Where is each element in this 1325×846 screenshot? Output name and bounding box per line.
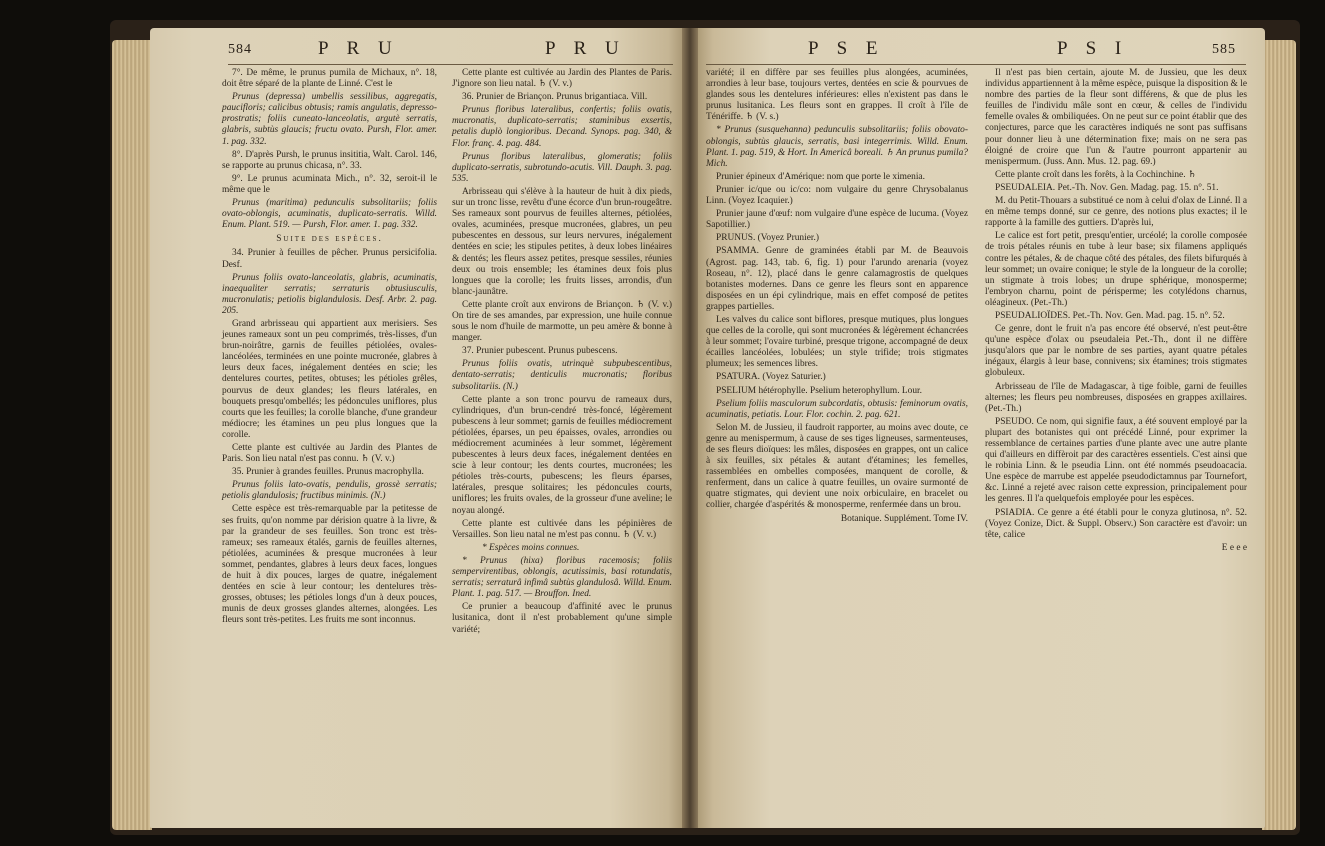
paragraph: Ce prunier a beaucoup d'affinité avec le prunus lusitanica, dont il n'est probablement qu'une simple variété; <box>452 602 672 635</box>
paragraph: Suite des espèces. <box>276 234 383 245</box>
paragraph: Arbrisseau de l'île de Madagascar, à tige foible, garni de feuilles alternes; les fleurs peu nombreuses, disposées en grappes axillaires. (Pet.-Th.) <box>985 381 1247 414</box>
right-page-column-2 <box>985 68 1247 556</box>
paragraph: Arbrisseau qui s'élève à la hauteur de huit à dix pieds, sur un tronc lisse, revêtu d'une écorce d'un brun-rougeâtre. Ses rameaux sont pourvus de feuilles alternes, pétiolées, ovales, acuminées, presque mucronées, glabres, un peu pubescentes en dessous, sur leurs nervures, inégalement dentées en scie; les stipules petites, à deux lobes linéaires & dentés; les fleurs assez petites, presque sessiles, réunies deux ou trois ensemble; les étamines deux fois plus longues que la corolle; les fruits lisses, arrondis, d'un blanc-jaunâtre. <box>452 186 672 297</box>
paragraph: PSELIUM hétérophylle. Pselium heterophyllum. Lour. <box>716 385 922 396</box>
left-header-rule <box>228 64 673 65</box>
paragraph: 8°. D'après Pursh, le prunus insititia, Walt. Carol. 146, se rapporte au prunus chicasa, n°. 33. <box>222 149 437 171</box>
paragraph: Le calice est fort petit, presqu'entier, urcéolé; la corolle composée de trois pétales réunis en tube à leur base; six filamens appliqués contre les pétales, & de chaque côté des pétales, des filets bifurqués à leur sommet; un ovaire conique; le style de la longueur de la corolle; un stigmate à trois lobes; un drupe sphérique, monosperme; l'embryon charnu, point de périsperme; les cotylédons charnus, oléagineux. (Pet.-Th.) <box>985 231 1247 308</box>
right-page-number: 585 <box>1212 42 1236 57</box>
paragraph: PSAMMA. Genre de graminées établi par M. de Beauvois (Agrost. pag. 143, tab. 6, fig. 1) pour l'arundo arenaria (voyez Roseau, n°. 12), placé dans le genre calamagrostis de quelques botanistes modernes. Dans ce genre les fleurs sont en apparence disposées en un épi cylindrique, mais en effet composé de petites grappes partielles. <box>706 246 968 312</box>
paragraph: Prunus foliis ovato-lanceolatis, glabris, acuminatis, inaequaliter serratis; serraturis obtusiusculis, mucronulatis; petiolis biglandulosis. Desf. Arbr. 2. pag. 205. <box>222 272 437 316</box>
paragraph: Prunus foliis lato-ovatis, pendulis, grossè serratis; petiolis glandulosis; fructibus minimis. (N.) <box>222 480 437 502</box>
paragraph: Cette plante est cultivée dans les pépinières de Versailles. Son lieu natal ne m'est pas connu. ♄ (V. v.) <box>452 518 672 540</box>
paragraph: 37. Prunier pubescent. Prunus pubescens. <box>462 346 618 357</box>
paragraph: PSIADIA. Ce genre a été établi pour le conyza glutinosa, n°. 52. (Voyez Conize, Dict. & Suppl. Observ.) Son caractère est d'avoir: un tête, calice <box>985 507 1247 540</box>
right-running-head-2: P S I <box>1057 38 1129 59</box>
paragraph: 36. Prunier de Briançon. Prunus brigantiaca. Vill. <box>462 92 648 103</box>
paragraph: 35. Prunier à grandes feuilles. Prunus macrophylla. <box>232 467 424 478</box>
left-running-head-2: P R U <box>545 38 626 59</box>
paragraph: Cette plante est cultivée au Jardin des Plantes de Paris. J'ignore son lieu natal. ♄ (V. v.) <box>452 68 672 90</box>
left-page-column-1 <box>222 68 437 629</box>
right-page-column-1 <box>706 68 968 527</box>
right-running-head-1: P S E <box>808 38 885 59</box>
paragraph: PSEUDALIOÏDES. Pet.-Th. Nov. Gen. Mad. pag. 15. n°. 52. <box>995 310 1225 321</box>
paragraph: variété; il en diffère par ses feuilles plus alongées, acuminées, arrondies à leur base, toujours vertes, dentées en scie & pourvues de glandes sous les dentelures inférieures: elles n'existent pas dans le prunus lusitanica. Les fleurs sont en grappes. Il croît à l'île de Ténériffe. ♄ (V. s.) <box>706 68 968 123</box>
book-gutter <box>682 28 698 828</box>
paragraph: Cette plante croît dans les forêts, à la Cochinchine. ♄ <box>995 169 1197 180</box>
paragraph: Cette plante a son tronc pourvu de rameaux durs, cylindriques, d'un brun-cendré très-foncé, légèrement pubescens à leur sommet; garnis de feuilles médiocrement pétiolées, éparses, un peu épaisses, ovales, arrondies ou médiocrement acuminées à leur sommet, légèrement pubescentes à leurs deux faces, inégalement dentées en scie à leur contour; les dents courtes, mucronées; les pétioles très-courts, pubescens; les fleurs éparses, latérales, presque solitaires; les pédoncules courts, uniflores; les fruits ovales, de la grosseur d'une aveline; le noyau alongé. <box>452 394 672 516</box>
paragraph: Prunus (maritima) pedunculis subsolitariis; foliis ovato-oblongis, acuminatis, duplicato-serratis. Willd. Enum. Plant. 519. — Pursh, Flor. amer. 1. pag. 332. <box>222 198 437 231</box>
paragraph: Cette plante croît aux environs de Briançon. ♄ (V. v.) On tire de ses amandes, par expression, une huile connue sous le nom d'huile de marmotte, un peu amère & bonne à manger. <box>452 299 672 344</box>
paragraph: 34. Prunier à feuilles de pêcher. Prunus persicifolia. Desf. <box>222 248 437 270</box>
paragraph: Prunus foliis ovatis, utrinquè subpubescentibus, dentato-serratis; denticulis mucronatis; floribus subsolitariis. (N.) <box>452 359 672 392</box>
paragraph: Ce genre, dont le fruit n'a pas encore été observé, n'est peut-être qu'une espèce d'olax ou pseudaleia Pet.-Th., dont il ne diffère jusqu'alors que par le nombre de ses parties, ayant quatre pétales inégaux, élargis à leur base, connivens; six étamines; trois stigmates globuleux. <box>985 324 1247 379</box>
paragraph: M. du Petit-Thouars a substitué ce nom à celui d'olax de Linné. Il a en même temps donné, sur ce genre, des notions plus exactes; il le rapporte à la famille des guttiers. D'après lui, <box>985 196 1247 229</box>
paragraph: E e e e <box>1221 542 1247 553</box>
left-running-head-1: P R U <box>318 38 399 59</box>
left-page-number: 584 <box>228 42 252 57</box>
paragraph: Cette espèce est très-remarquable par la petitesse de ses fruits, qu'on nomme par dérision quatre à la livre, & par la grandeur de ses feuilles. Son tronc est très-rameux; ses rameaux étalés, garnis de feuilles alternes, pétiolées, acuminées & presque mucronées à leur sommet, pendantes, glabres à leurs deux faces, longues de huit à dix pouces, larges de quatre, inégalement dentées en scie à leur contour; les dentelures très-grosses, obtuses; les pétioles longs d'un à deux pouces, munis de deux grosses glandes alternes, alongées. Les fleurs sont très-petites. Les fruits me sont inconnus. <box>222 504 437 626</box>
paragraph: Prunus floribus lateralibus, glomeratis; foliis duplicato-serratis, subrotundo-acutis. Vill. Dauph. 3. pag. 535. <box>452 151 672 184</box>
page-edges-left <box>112 40 152 830</box>
paragraph: 7°. De même, le prunus pumila de Michaux, n°. 18, doit être séparé de la plante de Linné. C'est le <box>222 68 437 90</box>
paragraph: PRUNUS. (Voyez Prunier.) <box>716 233 819 244</box>
paragraph: Il n'est pas bien certain, ajoute M. de Jussieu, que les deux individus appartiennent à la même espèce, puisque la disposition & le nombre des parties de la fleur sont différens, & que de plus les feuilles de l'individu mâle sont en cœur, & celles de l'individu femelle ovales & ombiliquées. On ne peut sur ce point établir que des conjectures, parce que les caractères indiqués ne sont pas suffisans pour donner lieu à une détermination fixe; mais on ne sera pas éloigné de croire que l'un & l'autre pourront appartenir au menispermum. (Juss. Ann. Mus. 12. pag. 69.) <box>985 68 1247 167</box>
paragraph: Pselium foliis masculorum subcordatis, obtusis: feminorum ovatis, acuminatis, petiatis. Lour. Flor. cochin. 2. pag. 621. <box>706 398 968 420</box>
paragraph: Cette plante est cultivée au Jardin des Plantes de Paris. Son lieu natal n'est pas connu. ♄ (V. v.) <box>222 443 437 465</box>
paragraph: Prunus floribus lateralibus, confertis; foliis ovatis, mucronatis, duplicato-serratis; staminibus exsertis, petalis duplò longioribus. Decand. Synops. pag. 340, & Flor. franç. 4. pag. 484. <box>452 105 672 149</box>
paragraph: Les valves du calice sont biflores, presque mutiques, plus longues que celles de la corolle, qui sont mucronées & légèrement échancrées à leur sommet; l'ovaire turbiné, presque trigone, accompagné de deux écailles lancéolées, lobulées; un style trifide; trois stigmates plumeux; les semences libres. <box>706 314 968 370</box>
paragraph: * Espèces moins connues. <box>482 542 580 553</box>
paragraph: Botanique. Supplément. Tome IV. <box>840 513 968 524</box>
paragraph: Prunier épineux d'Amérique: nom que porte le ximenia. <box>716 171 925 182</box>
paragraph: PSATURA. (Voyez Saturier.) <box>716 372 826 383</box>
paragraph: Prunier ic/que ou ic/co: nom vulgaire du genre Chrysobalanus Linn. (Voyez Icaquier.) <box>706 184 968 207</box>
paragraph: Grand arbrisseau qui appartient aux merisiers. Ses jeunes rameaux sont un peu comprimés, très-lisses, d'un brun-noirâtre, garnis de feuilles pétiolées, ovales-lancéolées, terminées en une pointe mucronée, glabres à leurs deux faces, inégalement dentées en scie; les dentelures courtes, petites, obtuses; les pétioles grêles, pourvus de deux glandes; les fleurs latérales, en bouquets presqu'ombellés; les pédoncules uniflores, plus courts que les feuilles; la corolle blanche, d'une grandeur médiocre; les étamines un peu plus longues que la corolle. <box>222 318 437 440</box>
paragraph: Selon M. de Jussieu, il faudroit rapporter, au moins avec doute, ce genre au menispermum, à cause de ses tiges ligneuses, sarmenteuses, de ses fleurs dioïques: les mâles, disposées en grappes, ont un calice à six feuilles, six pétales & autant d'étamines; les femelles, rassemblées en ombelles composées, manquent de corolle, & renferment, dans un calice à quatre feuilles, un ovaire surmonté de quatre stigmates, qui devient une noix orbiculaire, en bracelet ou collier, chargée d'aspérités & monosperme, renfermée dans un brou. <box>706 422 968 511</box>
paragraph: PSEUDO. Ce nom, qui signifie faux, a été souvent employé par la plupart des botanistes qui ont précédé Linné, pour exprimer la ressemblance de certaines parties d'une plante avec une autre plante qui d'ailleurs en diffèroit par des caractères essentiels. C'est ainsi que le robinia Linn. & le pseudia Linn. ont été nommés pseudoacacia. Une espèce de marrube est appelée pseudodictamnus par Tournefort, &c. Linné a rejeté avec raison cette expression, principalement pour les genres. Il l'a quelquefois employée pour les espèces. <box>985 416 1247 505</box>
paragraph: * Prunus (susquehanna) pedunculis subsolitariis; foliis obovato-oblongis, subtùs glaucis, serratis, basi integerrimis. Willd. Enum. Plant. 1. pag. 519, & Hort. In Americâ boreali. ♄ An prunus pumila? Mich. <box>706 125 968 169</box>
left-page-column-2 <box>452 68 672 638</box>
right-header-rule <box>706 64 1246 65</box>
paragraph: * Prunus (hixa) floribus racemosis; foliis sempervirentibus, oblongis, acutissimis, basi rotundatis, serratis; serraturâ infimâ subtùs glandulosâ. Willd. Enum. Plant. 1. pag. 517. — Brouffon. Ined. <box>452 555 672 600</box>
page-edges-right <box>1262 40 1296 830</box>
paragraph: Prunus (depressa) umbellis sessilibus, aggregatis, paucifloris; calicibus obtusis; ramis angulatis, depresso-prostratis; foliis cuneato-lanceolatis, argutè serratis, glabris, subtùs glaucis; fructu ovato. Pursh, Flor. amer. 1. pag. 332. <box>222 92 437 147</box>
paragraph: 9°. Le prunus acuminata Mich., n°. 32, seroit-il le même que le <box>222 173 437 195</box>
paragraph: PSEUDALEIA. Pet.-Th. Nov. Gen. Madag. pag. 15. n°. 51. <box>995 182 1219 193</box>
paragraph: Prunier jaune d'œuf: nom vulgaire d'une espèce de lucuma. (Voyez Sapotillier.) <box>706 209 968 231</box>
